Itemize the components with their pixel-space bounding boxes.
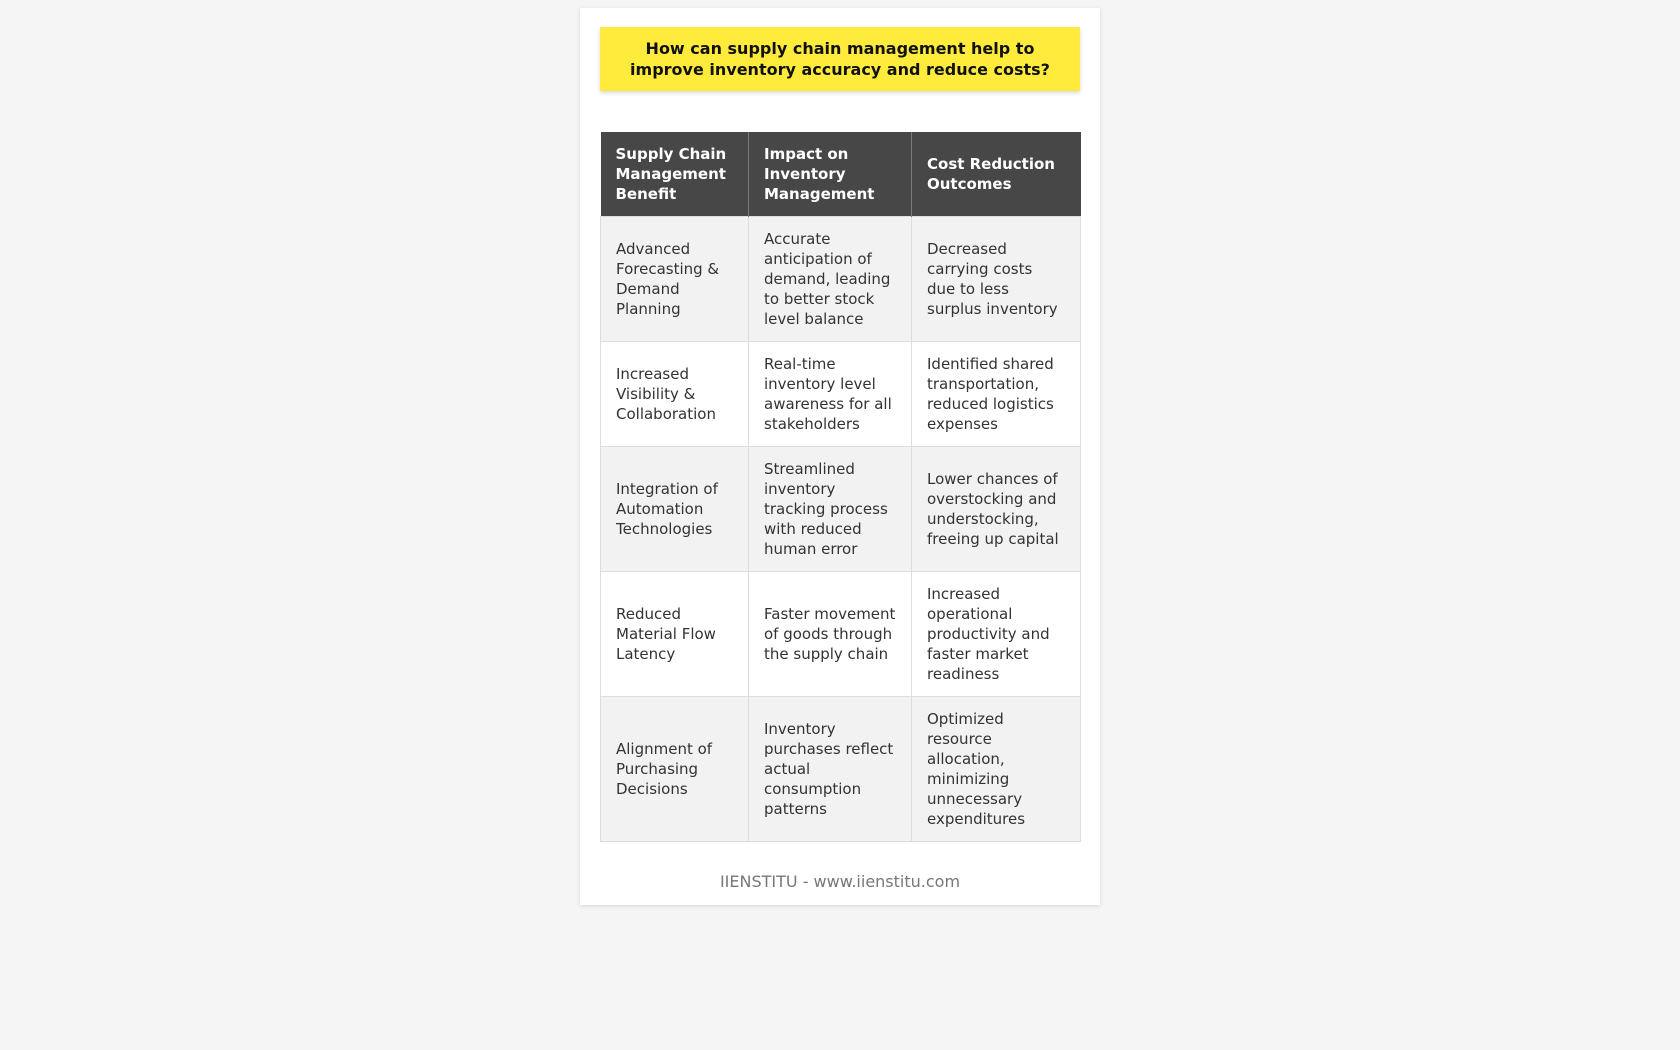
- impact-cell: Real-time inventory level awareness for all stakeholders: [749, 341, 912, 446]
- cost-outcome-cell: Identified shared transportation, reduced logistics expenses: [912, 341, 1081, 446]
- table-row: [601, 446, 1081, 571]
- impact-cell: Accurate anticipation of demand, leading to better stock level balance: [749, 216, 912, 341]
- benefits-table: [600, 132, 1081, 842]
- footer-credit: IIENSTITU - www.iienstitu.com: [719, 872, 961, 891]
- impact-cell: Inventory purchases reflect actual consumption patterns: [749, 696, 912, 841]
- table-row: [601, 571, 1081, 696]
- header-benefit: Supply Chain Management Benefit: [601, 132, 749, 216]
- header-cost-outcome: Cost Reduction Outcomes: [912, 132, 1081, 216]
- benefit-cell: Alignment of Purchasing Decisions: [601, 696, 749, 841]
- table-row: [601, 341, 1081, 446]
- cost-outcome-cell: Optimized resource allocation, minimizing unnecessary expenditures: [912, 696, 1081, 841]
- benefit-cell: Reduced Material Flow Latency: [601, 571, 749, 696]
- cost-outcome-cell: Decreased carrying costs due to less surplus inventory: [912, 216, 1081, 341]
- impact-cell: Streamlined inventory tracking process with reduced human error: [749, 446, 912, 571]
- table-row: [601, 696, 1081, 841]
- table-header-row: [601, 132, 1081, 216]
- impact-cell: Faster movement of goods through the supply chain: [749, 571, 912, 696]
- benefit-cell: Increased Visibility & Collaboration: [601, 341, 749, 446]
- page-title: How can supply chain management help to improve inventory accuracy and reduce costs?: [630, 39, 1050, 79]
- header-impact: Impact on Inventory Management: [749, 132, 912, 216]
- table-row: [601, 216, 1081, 341]
- content-card: [580, 8, 1100, 905]
- benefit-cell: Advanced Forecasting & Demand Planning: [601, 216, 749, 341]
- question-banner: [600, 27, 1080, 91]
- cost-outcome-cell: Increased operational productivity and faster market readiness: [912, 571, 1081, 696]
- benefit-cell: Integration of Automation Technologies: [601, 446, 749, 571]
- cost-outcome-cell: Lower chances of overstocking and understocking, freeing up capital: [912, 446, 1081, 571]
